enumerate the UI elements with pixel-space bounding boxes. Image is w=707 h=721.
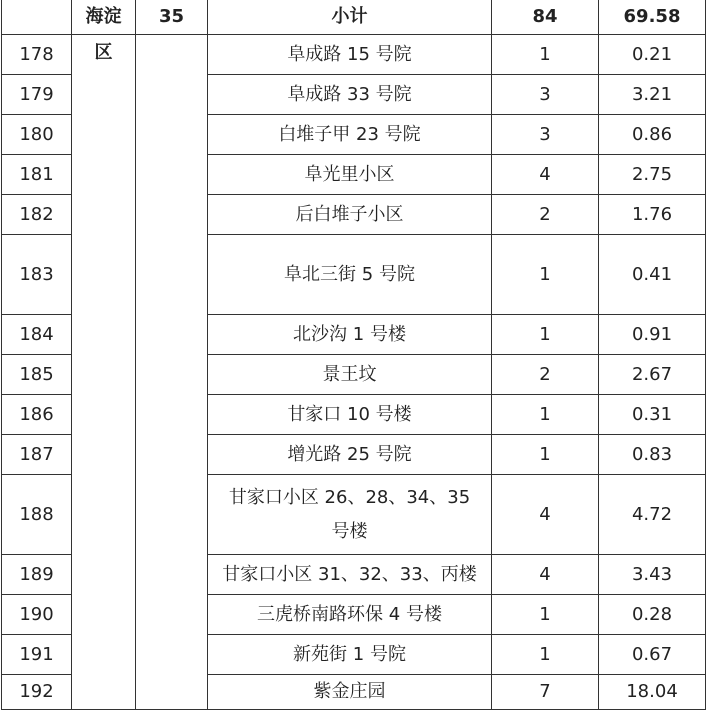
row-name: 阜成路 33 号院	[208, 75, 492, 115]
count-cell-continued	[136, 35, 208, 710]
row-units: 4	[492, 155, 599, 195]
row-units: 7	[492, 675, 599, 710]
row-value: 0.83	[599, 435, 706, 475]
row-number: 186	[2, 395, 72, 435]
row-name: 甘家口 10 号楼	[208, 395, 492, 435]
row-value: 3.43	[599, 555, 706, 595]
row-name: 甘家口小区 31、32、33、丙楼	[208, 555, 492, 595]
row-name: 阜成路 15 号院	[208, 35, 492, 75]
row-name-line2: 号楼	[331, 520, 368, 542]
row-value: 0.41	[599, 235, 706, 315]
district-cell-continued: 区	[72, 35, 136, 710]
row-value: 2.67	[599, 355, 706, 395]
row-name-line1: 甘家口小区 26、28、34、35	[228, 486, 471, 508]
row-number: 180	[2, 115, 72, 155]
row-value: 18.04	[599, 675, 706, 710]
row-name: 阜光里小区	[208, 155, 492, 195]
district-cell: 海淀	[72, 0, 136, 35]
row-number: 190	[2, 595, 72, 635]
row-value: 0.91	[599, 315, 706, 355]
row-number: 178	[2, 35, 72, 75]
row-units: 1	[492, 435, 599, 475]
row-name: 后白堆子小区	[208, 195, 492, 235]
row-units: 4	[492, 475, 599, 555]
subtotal-value: 69.58	[599, 0, 706, 35]
housing-table	[1, 0, 706, 710]
row-units: 1	[492, 395, 599, 435]
row-number: 182	[2, 195, 72, 235]
row-value: 3.21	[599, 75, 706, 115]
count-cell: 35	[136, 0, 208, 35]
row-units: 2	[492, 355, 599, 395]
row-name: 北沙沟 1 号楼	[208, 315, 492, 355]
row-name	[208, 475, 492, 555]
row-value: 0.86	[599, 115, 706, 155]
row-units: 2	[492, 195, 599, 235]
row-units: 1	[492, 635, 599, 675]
row-number: 188	[2, 475, 72, 555]
row-units: 1	[492, 235, 599, 315]
row-number: 179	[2, 75, 72, 115]
row-units: 3	[492, 75, 599, 115]
row-units: 1	[492, 35, 599, 75]
subtotal-label: 小计	[208, 0, 492, 35]
row-value: 2.75	[599, 155, 706, 195]
row-number: 191	[2, 635, 72, 675]
table-cell-no	[2, 0, 72, 35]
row-units: 3	[492, 115, 599, 155]
row-name: 阜北三街 5 号院	[208, 235, 492, 315]
row-number: 183	[2, 235, 72, 315]
row-name: 景王坟	[208, 355, 492, 395]
row-value: 0.31	[599, 395, 706, 435]
row-number: 181	[2, 155, 72, 195]
row-value: 4.72	[599, 475, 706, 555]
table-row	[2, 35, 706, 75]
row-number: 185	[2, 355, 72, 395]
row-number: 184	[2, 315, 72, 355]
row-value: 0.28	[599, 595, 706, 635]
row-number: 187	[2, 435, 72, 475]
subtotal-units: 84	[492, 0, 599, 35]
row-name: 白堆子甲 23 号院	[208, 115, 492, 155]
row-number: 189	[2, 555, 72, 595]
subtotal-row	[2, 0, 706, 35]
row-name: 新苑街 1 号院	[208, 635, 492, 675]
row-name: 紫金庄园	[208, 675, 492, 710]
row-number: 192	[2, 675, 72, 710]
row-name: 三虎桥南路环保 4 号楼	[208, 595, 492, 635]
row-units: 4	[492, 555, 599, 595]
row-units: 1	[492, 315, 599, 355]
row-value: 1.76	[599, 195, 706, 235]
row-name: 增光路 25 号院	[208, 435, 492, 475]
row-value: 0.67	[599, 635, 706, 675]
row-units: 1	[492, 595, 599, 635]
row-value: 0.21	[599, 35, 706, 75]
